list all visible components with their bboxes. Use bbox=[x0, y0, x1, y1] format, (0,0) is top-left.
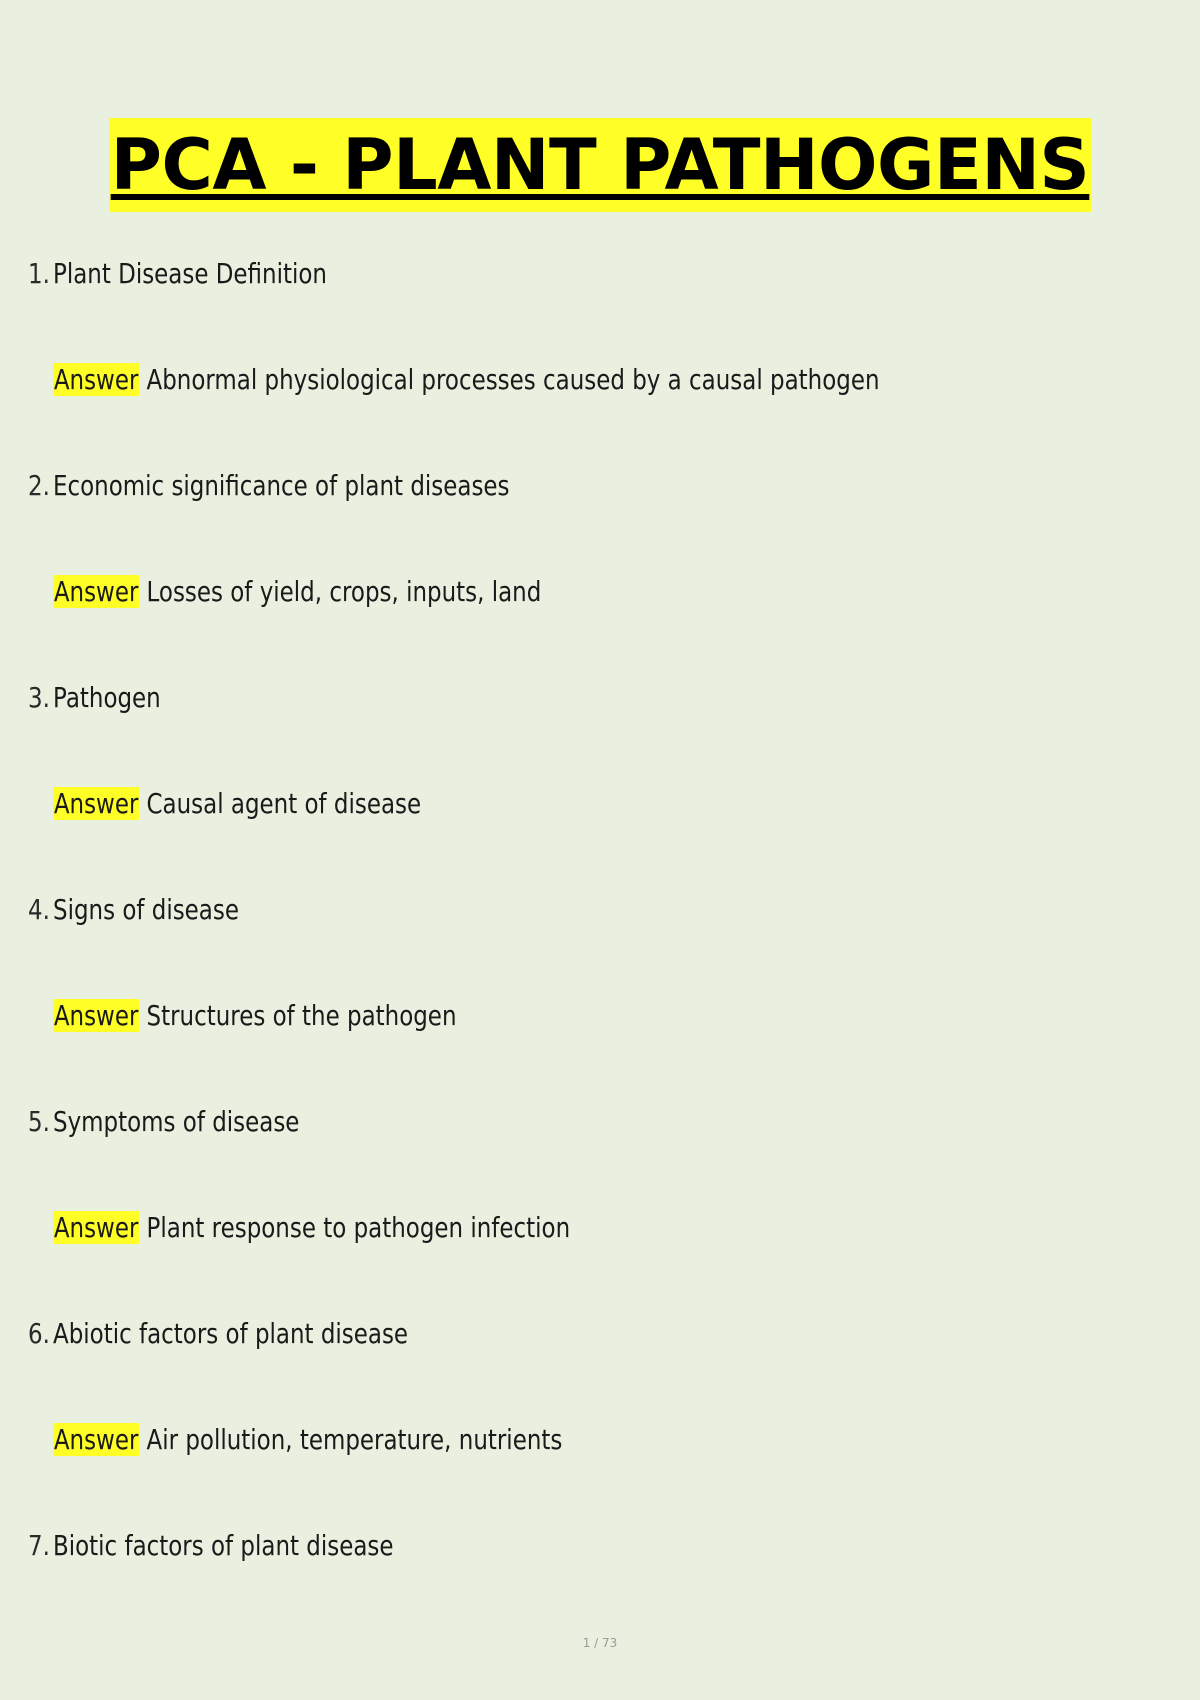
answer-text: Air pollution, temperature, nutrients bbox=[146, 1423, 563, 1456]
answer-text: Plant response to pathogen infection bbox=[146, 1211, 571, 1244]
answer-line bbox=[53, 996, 456, 1036]
answer-line bbox=[53, 1208, 570, 1248]
answer-label: Answer bbox=[53, 1423, 139, 1456]
question-number: 5. bbox=[28, 1105, 50, 1138]
question-text: Economic significance of plant diseases bbox=[53, 469, 510, 502]
answer-text: Abnormal physiological processes caused by a causal pathogen bbox=[146, 363, 880, 396]
question-text: Symptoms of disease bbox=[53, 1105, 300, 1138]
answer-text: Losses of yield, crops, inputs, land bbox=[146, 575, 542, 608]
answer-label: Answer bbox=[53, 999, 139, 1032]
question-number: 4. bbox=[28, 893, 50, 926]
question-text: Abiotic factors of plant disease bbox=[53, 1317, 409, 1350]
answer-label: Answer bbox=[53, 363, 139, 396]
answer-label: Answer bbox=[53, 575, 139, 608]
answer-label: Answer bbox=[53, 1211, 139, 1244]
question-number: 3. bbox=[28, 681, 50, 714]
question-text: Pathogen bbox=[53, 681, 161, 714]
answer-text: Structures of the pathogen bbox=[146, 999, 457, 1032]
title-container bbox=[0, 118, 1200, 212]
answer-label: Answer bbox=[53, 787, 139, 820]
question-text: Biotic factors of plant disease bbox=[53, 1529, 394, 1562]
answer-line bbox=[53, 572, 541, 612]
answer-text: Causal agent of disease bbox=[146, 787, 422, 820]
question-number: 2. bbox=[28, 469, 50, 502]
question-number: 6. bbox=[28, 1317, 50, 1350]
question-text: Signs of disease bbox=[53, 893, 239, 926]
answer-line bbox=[53, 784, 421, 824]
question-text: Plant Disease Definition bbox=[53, 257, 327, 290]
answer-line bbox=[53, 360, 880, 400]
question-number: 1. bbox=[28, 257, 50, 290]
page-indicator: 1 / 73 bbox=[582, 1636, 618, 1650]
question-number: 7. bbox=[28, 1529, 50, 1562]
document-title: PCA - PLANT PATHOGENS bbox=[109, 118, 1092, 212]
answer-line bbox=[53, 1420, 562, 1460]
